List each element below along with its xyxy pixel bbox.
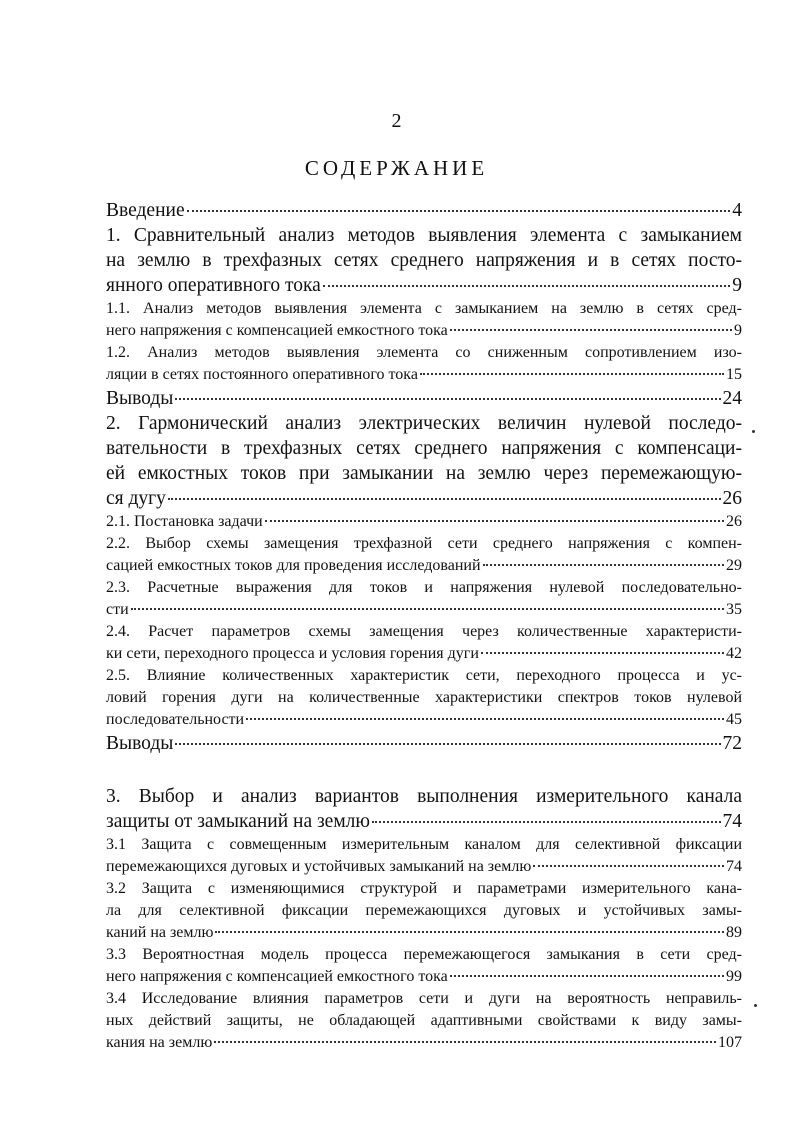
toc-entry[interactable] [106,198,742,223]
toc-page-number: 107 [718,1034,742,1051]
toc-entry-line: 3.4 Исследование влияния параметров сети и дуги на вероятность неправиль- [106,990,742,1007]
toc-entry[interactable] [106,784,742,834]
toc-page-number: 9 [734,322,742,339]
toc-entry-title: каний на землю [106,924,214,941]
toc-page-number: 26 [726,513,742,530]
toc-page-number: 4 [732,200,742,221]
toc-entry-title: последовательности [106,711,245,728]
toc-entry-title: сацией емкостных токов для проведения исследований [106,557,481,574]
dot-leader [175,743,720,745]
toc-entry[interactable] [106,878,742,944]
page-number: 2 [391,110,402,132]
toc-entry-line: 3. Выбор и анализ вариантов выполнения измерительного канала [106,786,742,807]
table-of-contents [106,198,742,1054]
dot-leader [533,865,724,867]
toc-entry-line: 3.3 Вероятностная модель процесса перемежающегося замыкания в сети сред- [106,946,742,963]
toc-entry-title: него напряжения с компенсацией емкостного тока [106,968,448,985]
toc-entry-line: ных действий защиты, не обладающей адаптивными свойствами к виду замы- [106,1012,742,1029]
toc-entry[interactable] [106,621,742,665]
toc-leader-line [106,386,742,411]
dot-leader [450,975,724,977]
toc-entry-line: 2.2. Выбор схемы замещения трехфазной сети среднего напряжения с компен- [106,535,742,552]
toc-entry[interactable] [106,223,742,298]
toc-page-number: 24 [722,388,742,409]
toc-page-number: 26 [722,488,742,509]
toc-entry-line: 3.2 Защита с изменяющимися структурой и параметрами измерительного кана- [106,880,742,897]
toc-page-number: 74 [726,858,742,875]
toc-entry[interactable] [106,834,742,878]
toc-page-number: 99 [726,968,742,985]
toc-entry-title: Введение [106,200,185,221]
toc-leader-line [106,1032,742,1054]
toc-leader-line [106,364,742,386]
toc-entry-title: него напряжения с компенсацией емкостного тока [106,322,448,339]
toc-entry-line: 1. Сравнительный анализ методов выявления элемента с замыканием [106,225,742,246]
toc-entry-title: Выводы [106,733,174,754]
toc-entry-line: ла для селективной фиксации перемежающихся дуговых и устойчивых замы- [106,902,742,919]
toc-entry[interactable] [106,298,742,342]
dot-leader [214,1041,716,1043]
dot-leader [481,652,724,654]
toc-entry-line: 3.1 Защита с совмещенным измерительным каналом для селективной фиксации [106,836,742,853]
dot-leader [215,931,724,933]
toc-page-number: 89 [726,924,742,941]
toc-entry-title: Выводы [106,388,174,409]
toc-entry[interactable] [106,988,742,1054]
toc-page-number: 29 [726,557,742,574]
dot-leader [175,398,720,400]
toc-entry-title: сти [106,601,129,618]
toc-page-number: 42 [726,645,742,662]
toc-entry-line: ей емкостных токов при замыкании на землю через перемежающую- [106,463,742,484]
toc-entry-line: ловий горения дуги на количественные характеристики спектров токов нулевой [106,689,742,706]
toc-page-number: 72 [722,733,742,754]
toc-title: СОДЕРЖАНИЕ [304,156,489,180]
dot-leader [483,564,724,566]
toc-page-number: 45 [726,711,742,728]
section-gap [106,756,742,784]
toc-entry-line: на землю в трехфазных сетях среднего напряжения и в сетях посто- [106,250,742,271]
toc-entry[interactable] [106,342,742,386]
toc-entry[interactable] [106,577,742,621]
toc-leader-line [106,320,742,342]
dot-leader [168,498,721,500]
toc-page-number: 35 [726,601,742,618]
toc-leader-line [106,599,742,621]
toc-leader-line [106,922,742,944]
toc-entry-title: защиты от замыканий на землю [106,811,370,832]
toc-leader-line [106,643,742,665]
dot-leader [420,373,724,375]
dot-leader [131,608,724,610]
toc-entry[interactable] [106,731,742,756]
toc-entry-title: янного оперативного тока [106,275,321,296]
toc-entry-title: перемежающихся дуговых и устойчивых замыканий на землю [106,858,532,875]
toc-leader-line [106,709,742,731]
toc-page-number: 15 [726,366,742,383]
toc-entry-line: 2. Гармонический анализ электрических величин нулевой последо- [106,413,742,434]
toc-leader-line [106,273,742,298]
toc-entry[interactable] [106,665,742,731]
scan-speck [752,430,755,433]
toc-entry-title: 2.1. Постановка задачи [106,513,263,530]
toc-entry-title: ляции в сетях постоянного оперативного тока [106,366,418,383]
dot-leader [265,520,724,522]
toc-entry-line: 1.2. Анализ методов выявления элемента со сниженным сопротивлением изо- [106,344,742,361]
toc-leader-line [106,856,742,878]
dot-leader [246,718,724,720]
toc-entry-line: вательности в трехфазных сетях среднего напряжения с компенсаци- [106,438,742,459]
toc-leader-line [106,555,742,577]
toc-entry-title: ки сети, переходного процесса и условия горения дуги [106,645,479,662]
toc-leader-line [106,809,742,834]
dot-leader [372,821,721,823]
toc-entry[interactable] [106,511,742,533]
toc-page-number: 9 [732,275,742,296]
toc-entry-line: 2.4. Расчет параметров схемы замещения через количественные характеристи- [106,623,742,640]
dot-leader [450,329,732,331]
toc-entry[interactable] [106,411,742,511]
toc-entry-title: ся дугу [106,488,166,509]
dot-leader [323,285,730,287]
toc-entry[interactable] [106,386,742,411]
dot-leader [187,210,731,212]
toc-entry[interactable] [106,533,742,577]
toc-leader-line [106,198,742,223]
toc-leader-line [106,731,742,756]
toc-entry-line: 1.1. Анализ методов выявления элемента с замыканием на землю в сетях сред- [106,300,742,317]
toc-entry-title: кания на землю [106,1034,213,1051]
toc-entry[interactable] [106,944,742,988]
toc-leader-line [106,511,742,533]
scan-speck [754,1004,757,1007]
toc-entry-line: 2.3. Расчетные выражения для токов и напряжения нулевой последовательно- [106,579,742,596]
toc-leader-line [106,486,742,511]
toc-entry-line: 2.5. Влияние количественных характеристик сети, переходного процесса и ус- [106,667,742,684]
toc-leader-line [106,966,742,988]
toc-page-number: 74 [722,811,742,832]
